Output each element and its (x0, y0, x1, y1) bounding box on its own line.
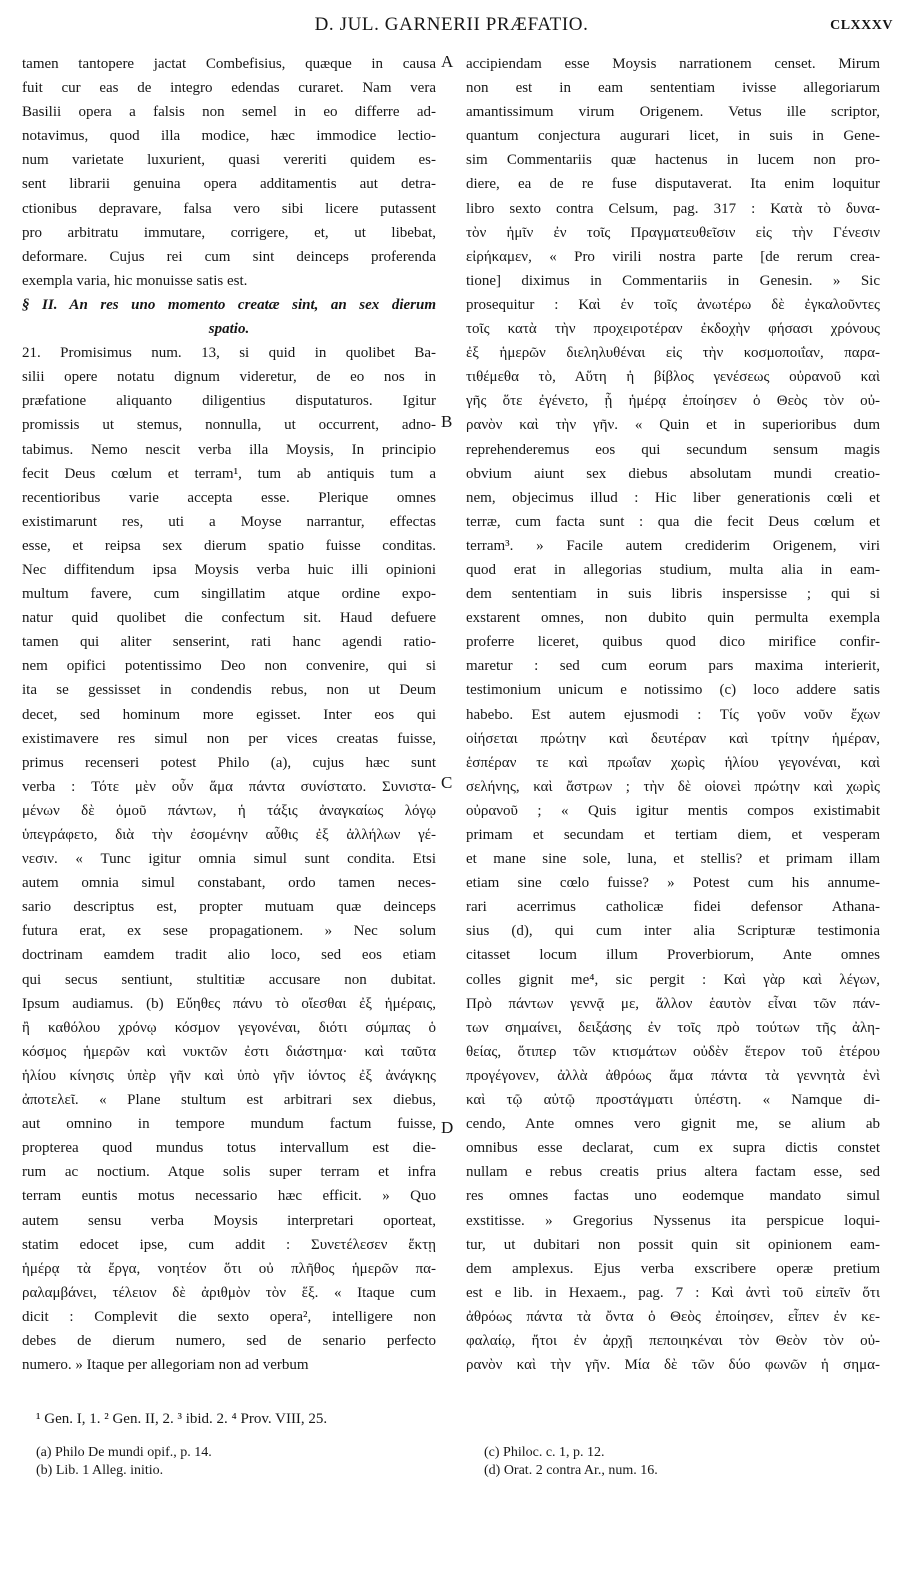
margin-letter-b: B (441, 412, 453, 431)
text-line: εἰρήκαμεν, « Pro virili nostra parte [de rerum crea- (466, 248, 880, 265)
text-line: Nec diffitendum ipsa Moysis verba huic illi opinioni (22, 561, 436, 578)
page-number: CLXXXV (830, 18, 893, 33)
text-line: quod erat in allegorias studium, multa alia in eam- (466, 561, 880, 578)
text-line: nem, objecimus illud : Hic liber generationis cœli et (466, 489, 880, 506)
text-line: ἡλίου κίνησις ὑπὲρ γῆν καὶ ὑπὸ γῆν ἰόντος ἐξ ἀνάγκης (22, 1067, 436, 1084)
margin-letter-d: D (441, 1118, 454, 1137)
text-line: μένων δὲ ὁμοῦ πάντων, ἡ τάξις ἀναγκαίως λόγῳ (22, 802, 436, 819)
text-line: aut omnino in tempore mundum factum fuisse, (22, 1116, 436, 1133)
text-line: existimarunt res, uti a Moyse narrantur, effectas (22, 513, 436, 530)
text-line: ρανὸν καὶ τὴν γῆν. « Quin et in superioribus dum (466, 417, 880, 434)
text-line: pro arbitratu immutare, corrigere, et, ut libebat, (22, 224, 436, 241)
text-line: omnibus esse declarat, cum ex supra dictis constet (466, 1140, 880, 1157)
text-line: ἀποτελεῖ. « Plane stultum est arbitrari sex diebus, (22, 1092, 436, 1109)
text-line: exstitisse. » Gregorius Nyssenus ita perspicue loqui- (466, 1212, 880, 1229)
text-line: numero. » Itaque per allegoriam non ad verbum (22, 1357, 309, 1374)
text-line: fuit cur eas de integro edendas curaret. Nam vera (22, 80, 436, 97)
text-line: οἰήσεται πρώτην καὶ δευτέραν καὶ τρίτην ἡμέραν, (466, 730, 880, 747)
footnote-a: (a) Philo De mundi opif., p. 14. (36, 1445, 212, 1460)
text-line: ἀθρόως πάντα τὰ ὄντα ὁ Θεὸς ἐποίησεν, εἶπεν ἐν κε- (466, 1308, 880, 1325)
text-line: quantum conjectura augurari licet, in suis in Gene- (466, 128, 880, 145)
text-line: libro sexto contra Celsum, pag. 317 : Κατὰ τὸ δυνα- (466, 200, 880, 217)
text-line: 21. Promisimus num. 13, si quid in quolibet Ba- (22, 345, 436, 362)
footnotes-left (36, 1444, 212, 1480)
text-line: γῆς ὅτε ἐγένετο, ᾗ ἡμέρᾳ ἐποίησεν ὁ Θεὸς τὸν οὐ- (466, 393, 880, 410)
text-line: cendo, Ante omnes vero gignit me, se alium ab (466, 1116, 880, 1133)
text-line: nullam e rebus creatis prius altera factam esse, sed (466, 1164, 880, 1181)
text-line: futura erat, ex sese propagationem. » Nec solum (22, 923, 436, 940)
margin-letter-c: C (441, 773, 453, 792)
text-line: tur, ut dubitari non possit quin sit opinionem eam- (466, 1236, 880, 1253)
text-line: habebo. Est autem ejusmodi : Τίς γοῦν νοῦν ἔχων (466, 706, 880, 723)
text-line: notavimus, quod illa modice, hæc immodice lectio- (22, 128, 436, 145)
text-line: primam et secundam et tertiam diem, et vesperam (466, 827, 880, 843)
text-line: ita se gessisset in condendis rebus, non ut Deum (22, 682, 436, 699)
text-line: est e lib. in Hexaem., pag. 7 : Καὶ ἀντὶ τοῦ εἰπεῖν ὅτι (466, 1284, 880, 1301)
text-line: rari acerrimus catholicæ fidei defensor Athana- (466, 899, 880, 916)
footnote-d: (d) Orat. 2 contra Ar., num. 16. (484, 1463, 658, 1478)
text-line: Πρὸ πάντων γεννᾷ με, ἄλλον ἑαυτὸν εἶναι τῶν πάν- (466, 995, 880, 1012)
text-line: οὐρανοῦ ; « Quis igitur mentis compos existimabit (466, 802, 880, 819)
text-line: silii opere notatu dignum videretur, de eo nos in (22, 369, 436, 386)
text-line: doctrinam eamdem tradit alio loco, sed eos etiam (22, 947, 436, 964)
text-line: multum favere, cum singillatim atque ordine expo- (22, 586, 436, 603)
text-line: sim Commentariis quæ hactenus in lucem non pro- (466, 152, 880, 169)
text-line: sius (d), qui cum inter alia Scripturæ testimonia (466, 923, 880, 940)
text-line: fecit Deus cœlum et terram¹, tum ab antiquis tum a (22, 465, 436, 482)
text-line: tione] diximus in Commentariis in Genesin. » Sic (466, 272, 880, 289)
text-line: statim edocet ipse, cum addit : Συνετέλεσεν ἕκτῃ (22, 1236, 436, 1253)
text-line: diere, ea de re fuse disputaverat. Ita enim loquitur (466, 176, 880, 193)
text-line: reprehenderemus eos qui secundum sensum magis (466, 441, 880, 458)
text-line: non est in eam sententiam ivisse allegoriarum (466, 80, 880, 97)
text-line: esse, et reipsa sex dierum spatio fuisse conditas. (22, 537, 436, 554)
text-line: res omnes factas uno eodemque mandato simul (466, 1188, 880, 1205)
text-line: sent librarii genuina opera additamentis aut detra- (22, 176, 436, 193)
text-line: autem omnia simul constabant, ordo tamen neces- (22, 875, 436, 892)
text-line: § II. An res uno momento creatæ sint, an sex dierum (22, 296, 436, 313)
text-line: dem amplexus. Ejus verba exscribere operæ pretium (466, 1260, 880, 1277)
text-line: σελήνης, καὶ ἄστρων ; τὴν δὲ οἱονεὶ πρώτην καὶ χωρὶς (466, 778, 880, 795)
text-line: θείας, ὅτιπερ τῶν κτισμάτων οὐδὲν ἕτερον τοῦ ἑτέρου (466, 1043, 880, 1060)
footnotes-scripture: ¹ Gen. I, 1. ² Gen. II, 2. ³ ibid. 2. ⁴ Prov. VIII, 25. (36, 1411, 328, 1427)
text-line: ctionibus depravare, falsa vero sibi licere putassent (22, 200, 436, 217)
text-line: qui secus sentiunt, stultitiæ accusare non dubitat. (22, 971, 436, 988)
text-line: ρανὸν καὶ τὴν γῆν. Μία δὲ τῶν δύο φωνῶν ἡ σημα- (466, 1357, 880, 1374)
footnote-b: (b) Lib. 1 Alleg. initio. (36, 1463, 164, 1478)
text-line: τιθέμεθα τὸ, Αὕτη ἡ βίβλος γενέσεως οὐρανοῦ καὶ (466, 369, 880, 386)
text-line: των σημαίνει, δειξάσης ἐν τοῖς πρὸ τούτων τῆς ἀλη- (466, 1019, 880, 1036)
text-line: recentioribus varie accepta esse. Plerique omnes (22, 489, 436, 506)
text-line: prosequitur : Καὶ ἐν τοῖς ἀνωτέρω δὲ ἐγκαλοῦντες (466, 296, 880, 313)
text-line: maretur : sed cum eorum pars maxima interierit, (466, 658, 880, 675)
text-line: καὶ τῷ αὐτῷ προστάγματι ὑπέστη. « Namque di- (466, 1092, 880, 1109)
text-line: τὸν ἡμῖν ἐν τοῖς Πραγματευθεῖσιν εἰς τὴν Γένεσιν (466, 224, 880, 241)
text-line: tamen qui aliter senserint, rati hanc agendi ratio- (22, 634, 436, 651)
text-line: dem sententiam in suis libris inspersisse ; qui si (466, 586, 880, 603)
text-line: amantissimum virum Origenem. Vetus ille scriptor, (466, 104, 880, 121)
text-line: terram³. » Facile autem crediderim Origenem, viri (466, 537, 880, 554)
text-line: τοῖς κατὰ τὴν προχειροτέραν ἐκδοχὴν φήσασι χρόνους (466, 321, 880, 338)
text-line: nem opifici potentissimo Deo non convenire, qui si (22, 658, 436, 675)
text-line: accipiendam esse Moysis narrationem censet. Mirum (466, 56, 880, 72)
text-line: sario descriptus est, propter mutuam quæ deinceps (22, 899, 436, 916)
text-line: terræ, cum facta sunt : qua die fecit Deus cœlum et (466, 513, 880, 530)
footnote-c: (c) Philoc. c. 1, p. 12. (484, 1445, 605, 1460)
text-line: etiam sine cœlo fuisse? » Potest cum his annume- (466, 875, 880, 892)
text-line: terram euntis motus necessario hæc efficit. » Quo (22, 1188, 436, 1205)
text-line: obvium aiunt sex diebus absolutam mundi creatio- (466, 465, 880, 482)
text-line: tabimus. Nemo nescit verba illa Moysis, In principio (22, 441, 436, 458)
text-line: ὑπεγράφετο, διὰ τὴν ἐσομένην αὖθις ἐξ ἀλλήλων γέ- (22, 827, 436, 843)
text-line: ἐξ ἡμερῶν διεληλυθέναι εἰς τὴν κοσμοποιΐαν, παρα- (466, 345, 880, 362)
text-line: num varietate luxurient, quasi vereriti quidem es- (22, 152, 436, 169)
text-line: existimavere res simul non per vices creatas fuisse, (22, 730, 436, 747)
text-line: exempla varia, hic monuisse satis est. (22, 272, 248, 289)
right-text-column (466, 52, 880, 1377)
text-line: debes de dierum numero, sed de senario perfecto (22, 1332, 436, 1349)
text-line: κόσμος ἡμερῶν καὶ νυκτῶν ἐστι διάστημα· καὶ ταῦτα (22, 1043, 436, 1060)
text-line: promissis ut stemus, nonnulla, ut occurrent, adno- (22, 417, 436, 434)
text-line: Ipsum audiamus. (b) Εὔηθες πάνυ τὸ οἴεσθαι ἐξ ἡμέραις, (22, 995, 436, 1012)
text-line: προγέγονεν, ἀλλὰ ἀθρόως ἅμα πάντα τὰ γεννητὰ ἑνὶ (466, 1067, 880, 1084)
text-line: φαλαίῳ, ἤτοι ἐν ἀρχῇ πεποιηκέναι τὸν Θεὸν τὸν οὐ- (466, 1332, 880, 1349)
text-line: colles gignit me⁴, sic pergit : Καὶ γὰρ καὶ λέγων, (466, 971, 880, 988)
text-line: exstarent omnes, non dubito quin permulta exempla (466, 610, 880, 627)
text-line: dicit : Complevit die sexto opera², intelligere non (22, 1308, 436, 1325)
text-line: ραλαμβάνει, τέλειον δὲ ἀριθμὸν τὸν ἕξ. « Itaque cum (22, 1284, 436, 1301)
text-line: verba : Τότε μὲν οὖν ἅμα πάντα συνίστατο. Συνιστα- (22, 778, 436, 795)
text-line: decet, sed hominum more egisset. Inter eos qui (22, 706, 436, 723)
text-line: testimonium unicum e notissimo (c) loco addere satis (466, 682, 880, 699)
left-text-column (22, 52, 436, 1377)
text-line: ἢ καθόλου χρόνῳ κόσμον γεγονέναι, διότι σύμπας ὁ (22, 1019, 436, 1036)
text-line: præfatione aliquanto diligentius disputaturos. Igitur (22, 393, 436, 410)
text-line: et mane sine sole, luna, et stellis? et primam illam (466, 851, 880, 868)
text-line: rum ac noctium. Atque solis super terram et infra (22, 1164, 436, 1181)
text-line: tamen tantopere jactat Combefisius, quæque in causa (22, 56, 436, 72)
margin-letter-a: A (441, 52, 454, 71)
text-line: spatio. (208, 321, 250, 338)
text-line: ἑσπέραν τε καὶ πρωΐαν χωρὶς ἡλίου γεγονέναι, καὶ (466, 754, 880, 771)
text-line: autem sensu verba Moysis interpretari oporteat, (22, 1212, 436, 1229)
text-line: primus recenseri potest Philo (a), cujus hæc sunt (22, 754, 436, 771)
text-line: ἡμέρᾳ τὰ ἔργα, νοητέον ὅτι οὐ πλῆθος ἡμερῶν πα- (22, 1260, 436, 1277)
text-line: Basilii opera a falsis non semel in eo differre ad- (22, 104, 436, 121)
footnotes-right (484, 1444, 658, 1480)
text-line: citasset locum illum Proverbiorum, Ante omnes (466, 947, 880, 964)
text-line: natur quid quolibet die confectum sit. Haud defuere (22, 610, 436, 627)
text-line: νεσιν. « Tunc igitur omnia simul sunt condita. Etsi (22, 851, 436, 868)
text-line: proferre liceret, quibus quod dico mirifice confir- (466, 634, 880, 651)
text-line: deformare. Cujus rei cum sint deinceps proferenda (22, 248, 436, 265)
text-line: propterea quod mundus totus intervallum est die- (22, 1140, 436, 1157)
page-header-title: D. JUL. GARNERII PRÆFATIO. (314, 14, 589, 35)
